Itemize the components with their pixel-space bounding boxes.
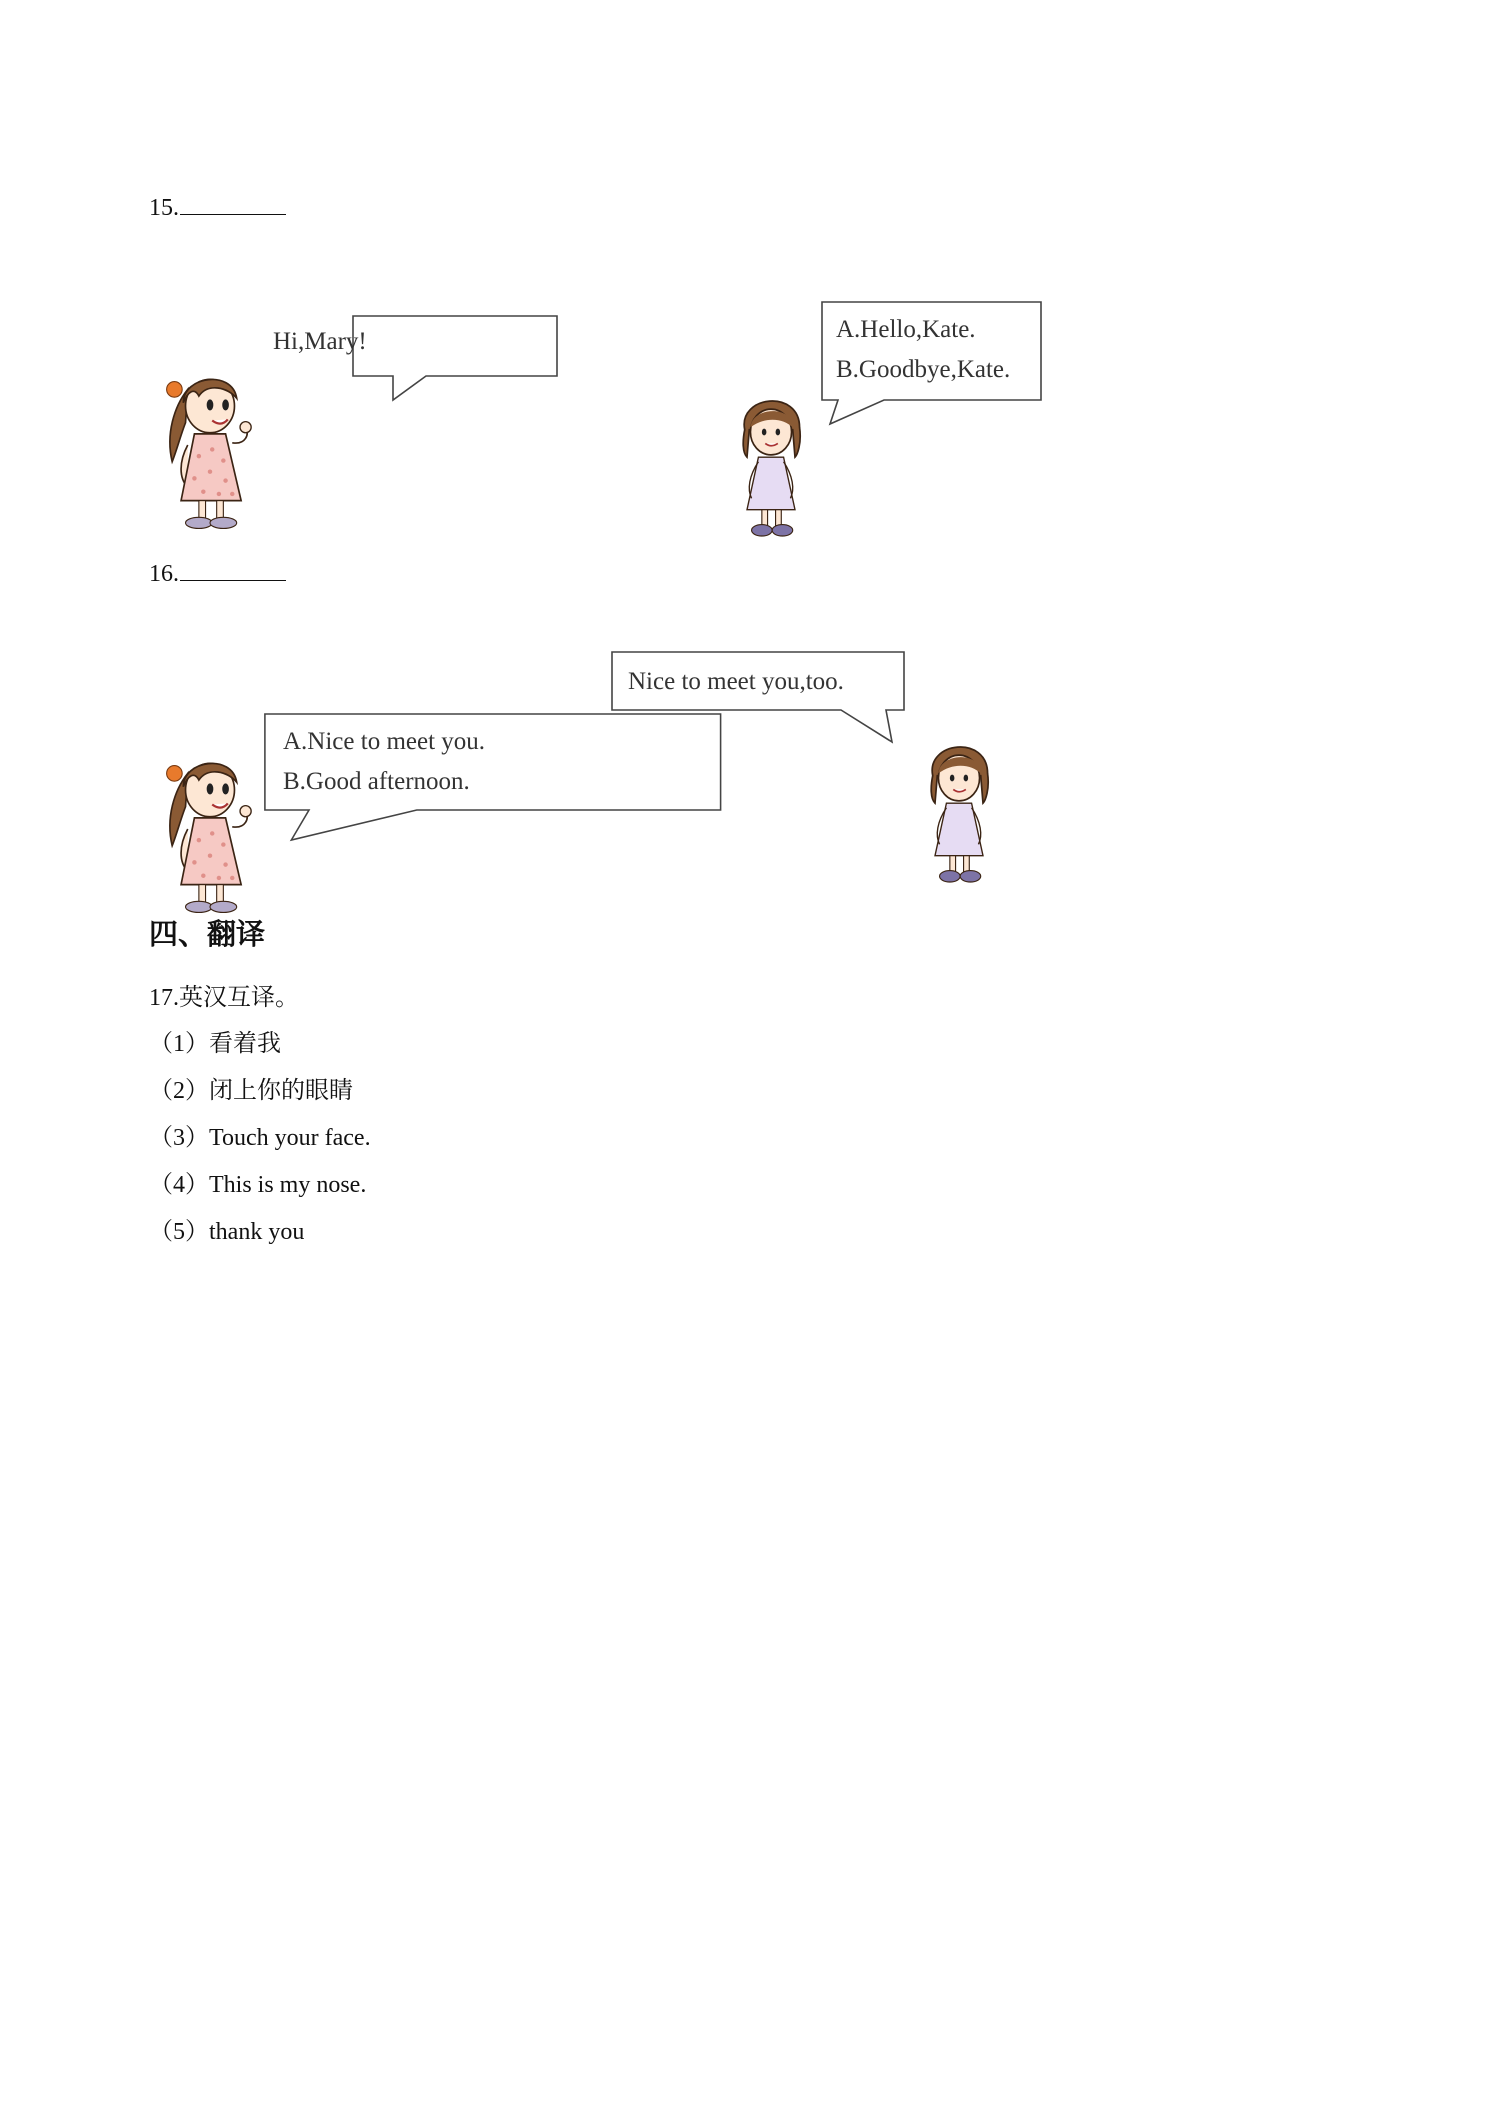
item-label: （3）	[149, 1125, 209, 1151]
item-text: 闭上你的眼睛	[209, 1078, 353, 1104]
bubble-text-16-left	[283, 722, 485, 802]
option-b-15: B.Goodbye,Kate.	[836, 356, 1011, 383]
girl-ponytail-icon	[150, 740, 270, 918]
question-15-label: 15.	[149, 195, 179, 221]
section-title: 四、翻译	[149, 917, 266, 951]
item-text: 看着我	[209, 1031, 281, 1057]
girl-short-icon	[916, 730, 1002, 890]
question-16-label: 16.	[149, 561, 179, 587]
question-16-number	[149, 556, 286, 588]
list-item	[149, 1070, 371, 1117]
bubble-text-15-right	[836, 310, 1010, 390]
option-a-16: A.Nice to meet you.	[283, 728, 486, 755]
list-item	[149, 1023, 371, 1070]
bubble-text-15-left: Hi,Mary!	[273, 328, 367, 355]
list-item	[149, 1117, 371, 1164]
option-a-15: A.Hello,Kate.	[836, 316, 976, 343]
item-label: （2）	[149, 1078, 209, 1104]
item-label: （5）	[149, 1219, 209, 1245]
answer-blank-15[interactable]	[180, 190, 286, 215]
translation-list	[149, 1023, 371, 1258]
item-text: thank you	[209, 1219, 305, 1245]
bubble-text-16-right: Nice to meet you,too.	[628, 668, 844, 695]
answer-blank-16[interactable]	[180, 556, 286, 581]
item-label: （1）	[149, 1031, 209, 1057]
option-b-16: B.Good afternoon.	[283, 768, 470, 795]
item-text: This is my nose.	[209, 1172, 367, 1198]
question-17: 17.英汉互译。	[149, 985, 299, 1011]
scene-15	[150, 300, 1130, 530]
list-item	[149, 1164, 371, 1211]
item-text: Touch your face.	[209, 1125, 371, 1151]
scene-16	[150, 650, 1130, 900]
question-15-number	[149, 190, 286, 222]
list-item	[149, 1211, 371, 1258]
item-label: （4）	[149, 1172, 209, 1198]
